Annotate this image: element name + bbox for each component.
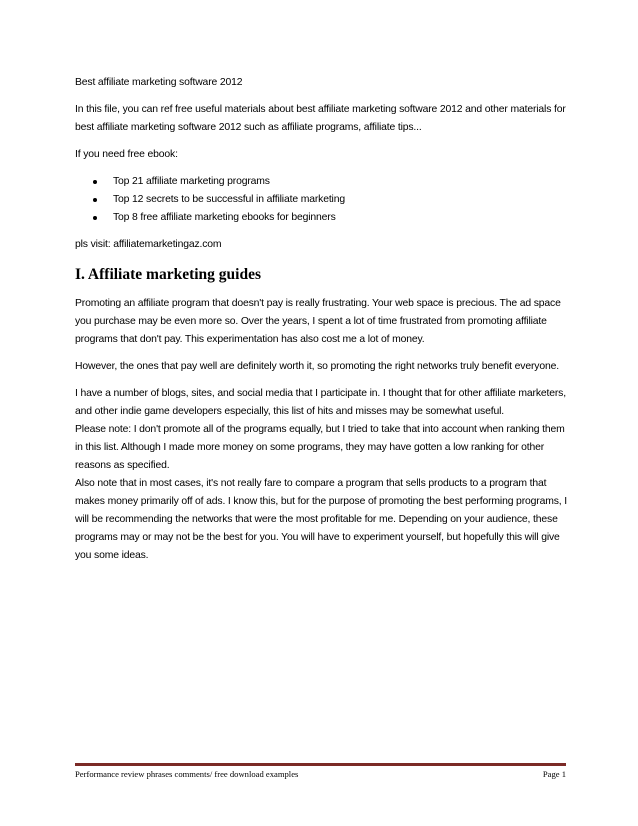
list-item (93, 209, 570, 227)
list-item-text: Top 21 affiliate marketing programs (113, 176, 270, 187)
bullet-icon (93, 180, 97, 184)
page-footer (75, 768, 566, 780)
footer-title: Performance review phrases comments/ free download examples (75, 769, 299, 779)
body-paragraph: Please note: I don't promote all of the programs equally, but I tried to take that into account when ranking them in this list. Although I made more money on some programs, they may have gotten a low ranking for other reasons as specified. (75, 424, 565, 471)
list-item-text: Top 12 secrets to be successful in affiliate marketing (113, 194, 345, 205)
list-item-text: Top 8 free affiliate marketing ebooks for beginners (113, 212, 336, 223)
visit-line: pls visit: affiliatemarketingaz.com (75, 239, 222, 250)
ebook-prompt: If you need free ebook: (75, 149, 178, 160)
body-paragraph: I have a number of blogs, sites, and social media that I participate in. I thought that for other affiliate marketers, and other indie game developers especially, this list of hits and misses may be somewhat useful. (75, 388, 566, 417)
document-heading: Best affiliate marketing software 2012 (75, 77, 243, 88)
intro-paragraph: In this file, you can ref free useful materials about best affiliate marketing software 2012 and other materials for best affiliate marketing software 2012 such as affiliate programs, affiliate tips... (75, 104, 566, 133)
footer-divider (75, 763, 566, 766)
section-title: I. Affiliate marketing guides (75, 266, 261, 283)
body-paragraph: Also note that in most cases, it's not really fare to compare a program that sells products to a program that makes money primarily off of ads. I know this, but for the purpose of promoting the best performing programs, I will be recommending the networks that were the most profitable for me. Depending on your audience, these programs may or may not be the best for you. You will have to experiment yourself, but hopefully this will give you some ideas. (75, 478, 567, 561)
ebook-list (75, 173, 570, 227)
page-number: Page 1 (542, 769, 566, 779)
bullet-icon (93, 198, 97, 202)
body-paragraph: Promoting an affiliate program that doesn't pay is really frustrating. Your web space is precious. The ad space you purchase may be even more so. Over the years, I spent a lot of time frustrated from promoting affiliate programs that don't pay. This experimentation has also cost me a lot of money. (75, 298, 561, 345)
document-body (75, 74, 570, 565)
list-item (93, 191, 570, 209)
list-item (93, 173, 570, 191)
bullet-icon (93, 216, 97, 220)
body-paragraph: However, the ones that pay well are definitely worth it, so promoting the right networks truly benefit everyone. (75, 361, 559, 372)
